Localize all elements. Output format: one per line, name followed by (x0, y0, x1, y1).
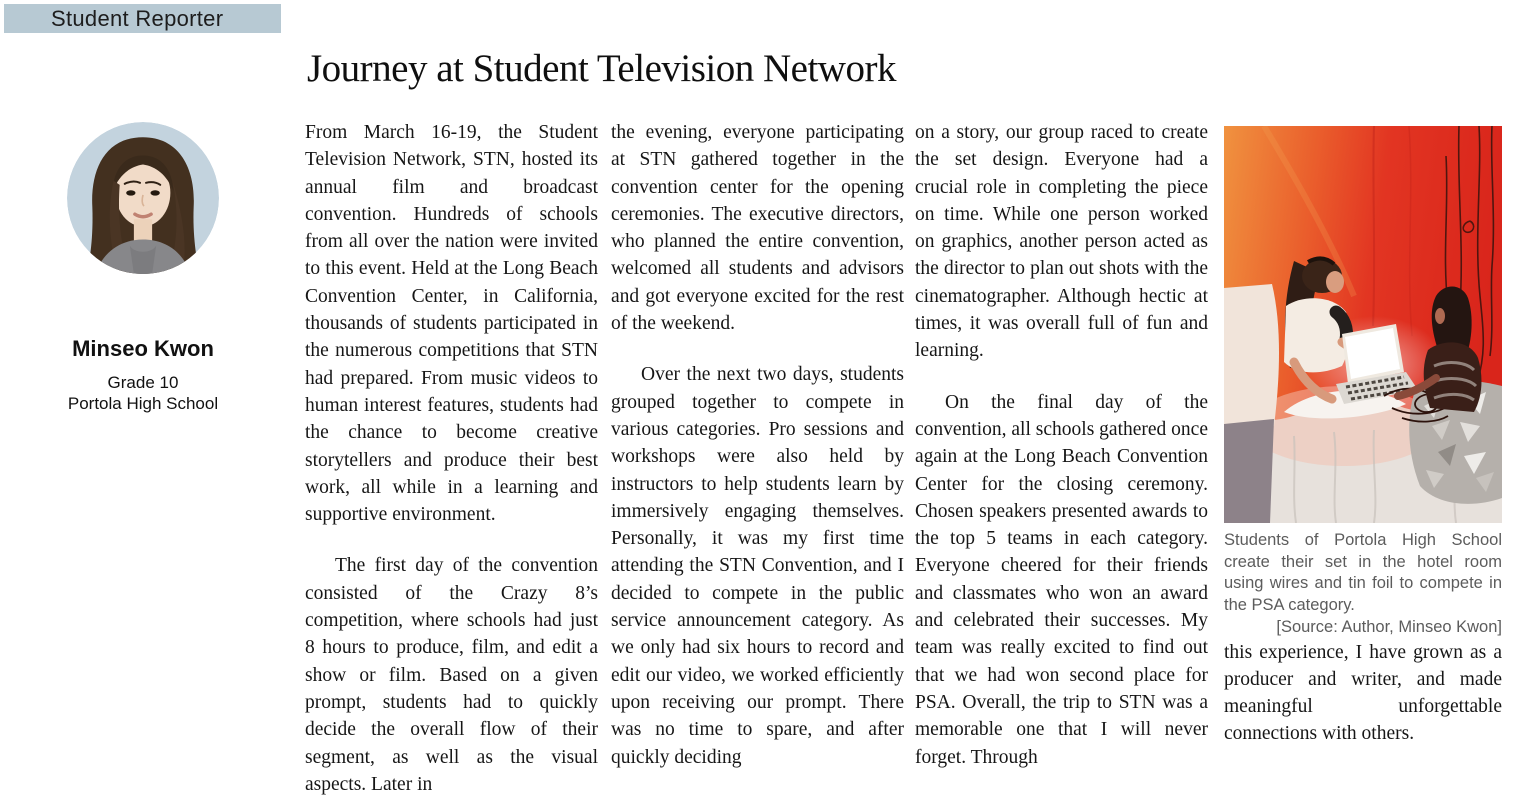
author-portrait-photo (67, 122, 219, 274)
paragraph: On the final day of the convention, all schools gathered once again at the Long Beach Convention Center for the closing ceremony. Chosen speakers presented awards to the top 5 teams in each category. Everyone cheered for their friends and classmates who won an award and celebrated their successes. My team was really excited to find out that we had won second place for PSA. Overall, the trip to STN was a memorable one that I will never forget. Through (915, 391, 1208, 768)
author-name: Minseo Kwon (72, 336, 214, 361)
paragraph: From March 16-19, the Student Television Network, STN, hosted its annual film and broadcast convention. Hundreds of schools from all over the nation were invited to this event. Held at the Long Beach Convention Center, in California, thousands of students participated in the numerous competitions that STN had prepared. From music videos to human interest features, students had the chance to become creative storytellers and produce their best work, all while in a learning and supportive environment. (305, 122, 598, 526)
article-column-2 (611, 119, 904, 771)
paragraph: on a story, our group raced to create the set design. Everyone had a crucial role in completing the piece on time. While one person worked on graphics, another person acted as the director to plan out shots with the cinematographer. Although hectic at times, it was overall full of fun and learning. (915, 122, 1208, 362)
article-figure (1224, 126, 1502, 616)
paragraph: The first day of the convention consisted of the Crazy 8’s competition, where schools had just 8 hours to produce, film, and edit a show or film. Based on a given prompt, students had to quickly decide the overall flow of their segment, as well as the visual aspects. Later in (305, 555, 598, 795)
article-column-3 (915, 119, 1208, 771)
author-school: Portola High School (67, 394, 219, 413)
article-column-4 (1224, 126, 1502, 748)
photo-caption: Students of Portola High School create their set in the hotel room using wires and tin foil to compete in the PSA category. (1224, 531, 1502, 614)
author-block (40, 122, 246, 414)
portrait-illustration (67, 122, 219, 274)
section-header-bar (4, 4, 281, 33)
paragraph: this experience, I have grown as a producer and writer, and made meaningful unforgettable connections with others. (1224, 641, 1502, 745)
section-label: Student Reporter (51, 6, 224, 31)
paragraph: Over the next two days, students grouped together to compete in various categories. Pro sessions and workshops were also held by instructors to help students learn by immersively engaging themselves. Personally, it was my first time attending the STN Convention, and I decided to compete in the public service announcement category. As we only had six hours to record and edit our video, we worked efficiently upon receiving our prompt. There was no time to spare, and after quickly deciding (611, 364, 904, 768)
article-column-1 (305, 119, 598, 798)
article-photo (1224, 126, 1502, 523)
author-grade: Grade 10 (107, 373, 179, 392)
article-title: Journey at Student Television Network (307, 47, 896, 90)
paragraph: the evening, everyone participating at STN gathered together in the convention center for the opening ceremonies. The executive directors, who planned the entire convention, welcomed all students and advisors and got everyone excited for the rest of the weekend. (611, 122, 904, 335)
photo-source: [Source: Author, Minseo Kwon] (1276, 618, 1502, 636)
hotel-room-set-photo-illustration (1224, 126, 1502, 523)
